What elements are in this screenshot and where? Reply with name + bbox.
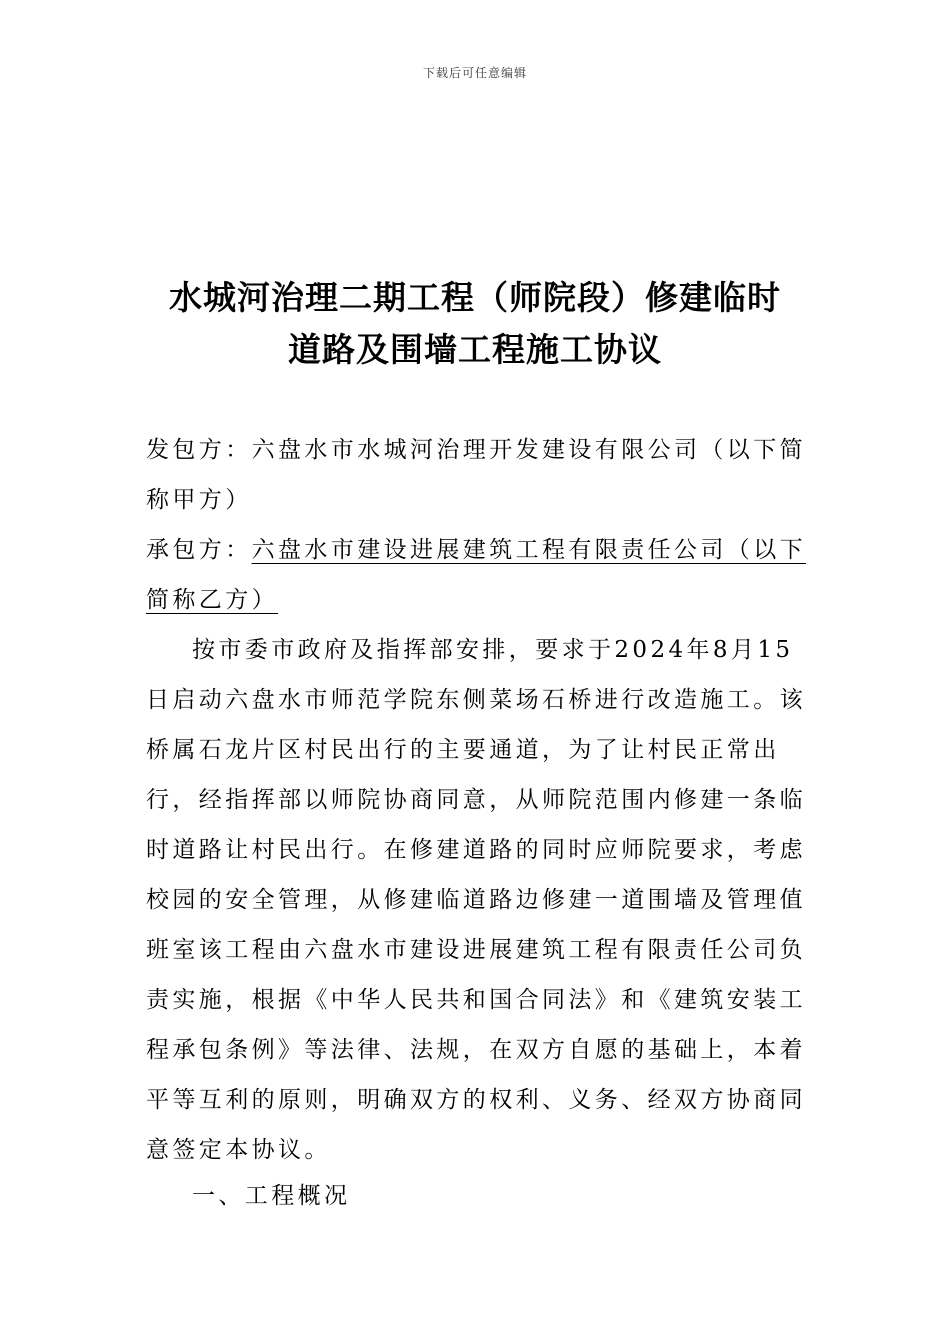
document-title	[100, 272, 850, 376]
party-b-label: 承包方：	[146, 537, 252, 563]
header-note: 下载后可任意编辑	[422, 66, 527, 80]
document-title-line-2: 道路及围墙工程施工协议	[288, 330, 662, 369]
party-b-name: 六盘水市建设进展建筑工程有限责任公司（以下简称乙方）	[146, 537, 807, 613]
intro-paragraph: 按市委市政府及指挥部安排，要求于2024年8月15日启动六盘水市师范学院东侧菜场石桥进行改造施工。该桥属石龙片区村民出行的主要通道，为了让村民正常出行，经指挥部以师院协商同意，从师院范围内修建一条临时道路让村民出行。在修建道路的同时应师院要求，考虑校园的安全管理，从修建临道路边修建一道围墙及管理值班室该工程由六盘水市建设进展建筑工程有限责任公司负责实施，根据《中华人民共和国合同法》和《建筑安装工程承包条例》等法律、法规，在双方自愿的基础上，本着平等互利的原则，明确双方的权利、义务、经双方协商同意签定本协议。	[146, 637, 806, 1163]
party-a-label: 发包方：	[146, 437, 252, 463]
document-title-line-1: 水城河治理二期工程（师院段）修建临时	[169, 278, 781, 317]
party-b-clause	[146, 525, 806, 625]
party-a-clause	[146, 425, 806, 525]
section-heading-project-overview: 一、工程概况	[192, 1183, 351, 1209]
party-a-name: 六盘水市水城河治理开发建设有限公司（以下简称甲方）	[146, 437, 807, 513]
